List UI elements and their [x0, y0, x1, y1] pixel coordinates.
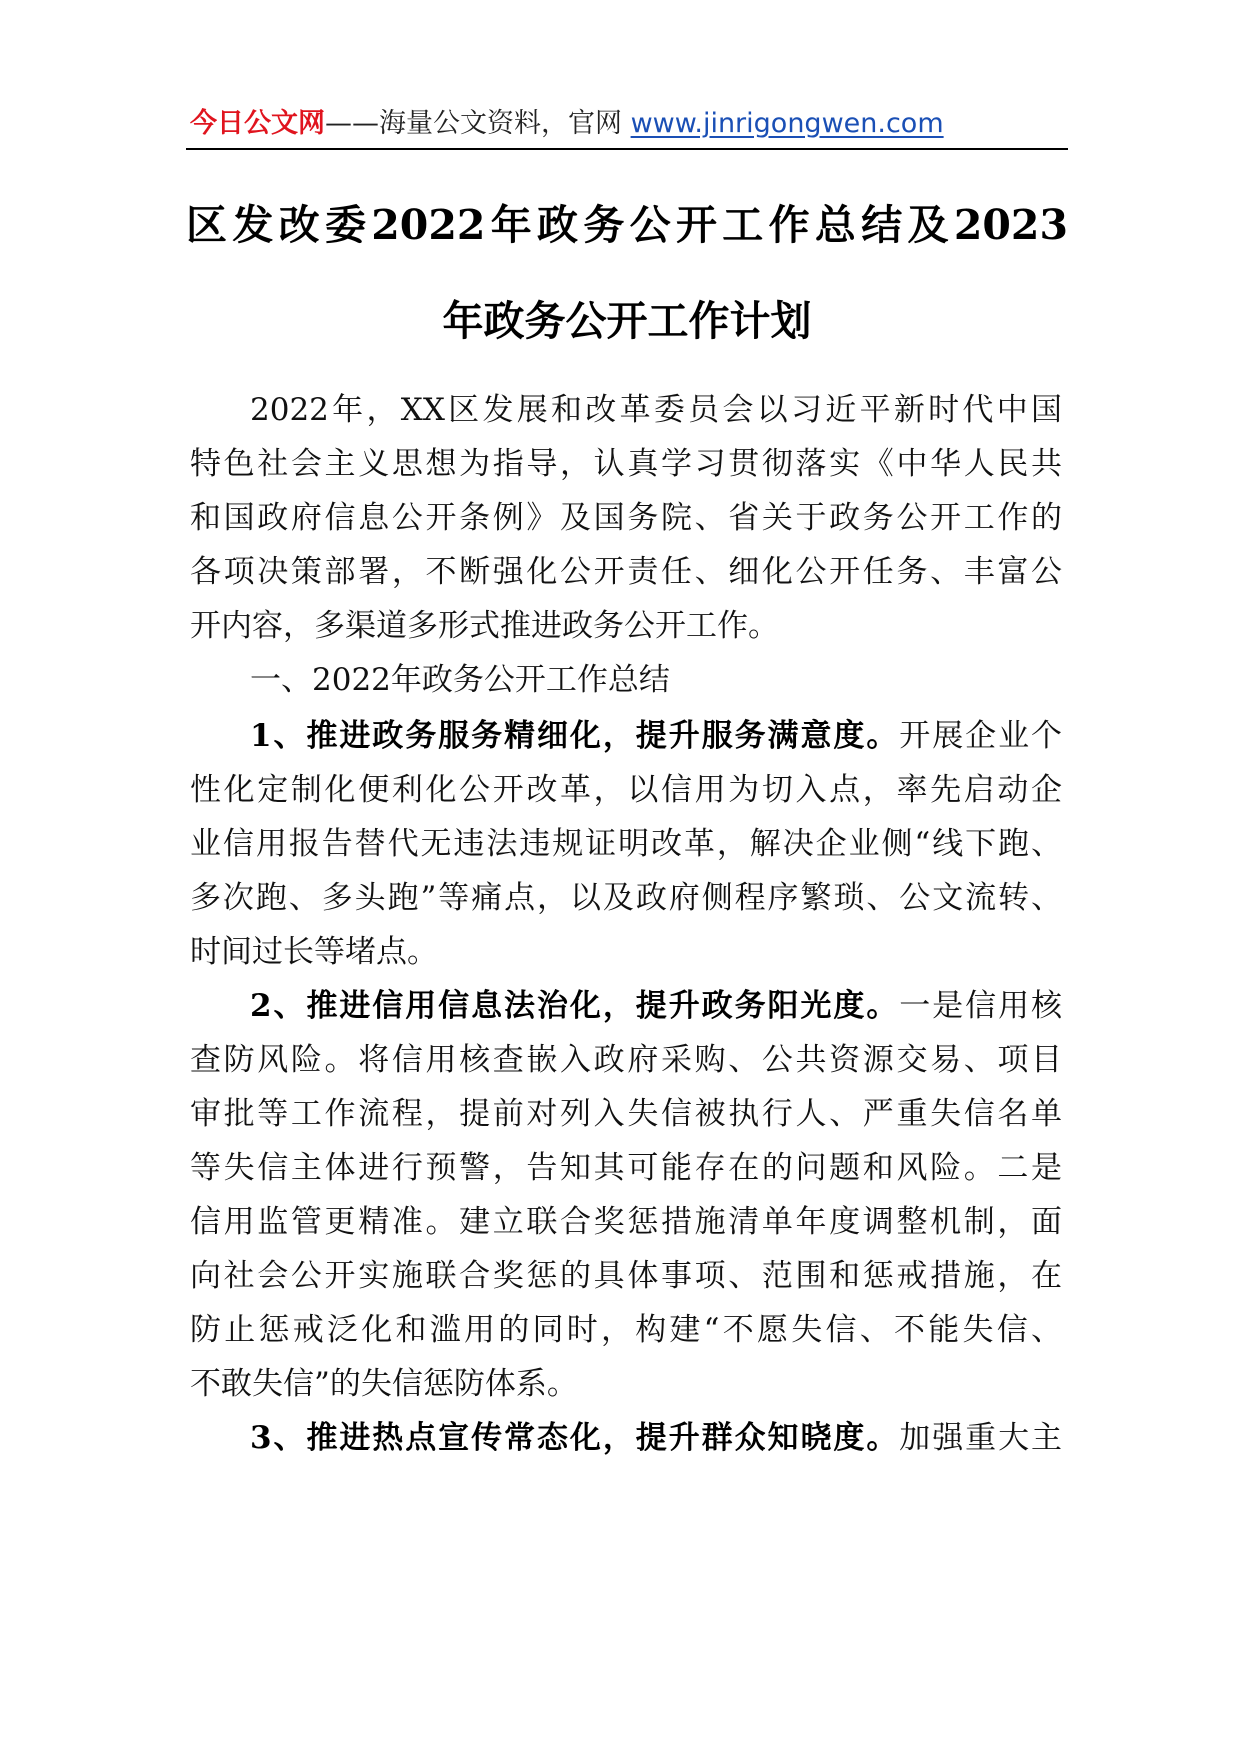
item-3-text: 加强重大主 — [899, 1420, 1063, 1456]
item-1-text: 开展企业个 — [899, 718, 1063, 754]
item-3-first-line — [250, 1418, 1062, 1458]
paragraph-line: 时间过长等堵点。 — [190, 934, 438, 970]
paragraph-line: 和国政府信息公开条例》及国务院、省关于政务公开工作的 — [190, 500, 1062, 536]
brand-name: 今日公文网 — [190, 108, 325, 139]
title-line-2: 年政务公开工作计划 — [442, 297, 812, 345]
paragraph-line: 不敢失信”的失信惩防体系。 — [190, 1366, 578, 1402]
header-tagline: 海量公文资料，官网 — [379, 108, 631, 139]
paragraph-line: 查防风险。将信用核查嵌入政府采购、公共资源交易、项目 — [190, 1042, 1062, 1078]
paragraph-line: 业信用报告替代无违法违规证明改革，解决企业侧“线下跑、 — [190, 826, 1062, 862]
item-3-heading: 3、推进热点宣传常态化，提升群众知晓度。 — [250, 1420, 900, 1456]
paragraph-line: 特色社会主义思想为指导，认真学习贯彻落实《中华人民共 — [190, 446, 1062, 482]
paragraph-line: 信用监管更精准。建立联合奖惩措施清单年度调整机制，面 — [190, 1204, 1062, 1240]
paragraph-line: 等失信主体进行预警，告知其可能存在的问题和风险。二是 — [190, 1150, 1062, 1186]
page-header — [190, 104, 1062, 144]
paragraph-line: 多次跑、多头跑”等痛点，以及政府侧程序繁琐、公文流转、 — [190, 880, 1062, 916]
paragraph-line: 各项决策部署，不断强化公开责任、细化公开任务、丰富公 — [190, 554, 1062, 590]
item-2-heading: 2、推进信用信息法治化，提升政务阳光度。 — [250, 988, 900, 1024]
paragraph-line: 2022年，XX区发展和改革委员会以习近平新时代中国 — [250, 392, 1062, 428]
paragraph-line: 性化定制化便利化公开改革，以信用为切入点，率先启动企 — [190, 772, 1062, 808]
section-heading: 一、2022年政务公开工作总结 — [250, 662, 670, 698]
paragraph-line: 防止惩戒泛化和滥用的同时，构建“不愿失信、不能失信、 — [190, 1312, 1062, 1348]
website-link[interactable]: www.jinrigongwen.com — [630, 108, 944, 139]
item-2-first-line — [250, 986, 1062, 1026]
paragraph-line: 向社会公开实施联合奖惩的具体事项、范围和惩戒措施，在 — [190, 1258, 1062, 1294]
title-line-1: 区发改委2022年政务公开工作总结及2023 — [186, 201, 1068, 249]
paragraph-line: 审批等工作流程，提前对列入失信被执行人、严重失信名单 — [190, 1096, 1062, 1132]
item-1-first-line — [250, 716, 1062, 756]
paragraph-line: 开内容，多渠道多形式推进政务公开工作。 — [190, 608, 779, 644]
item-2-text: 一是信用核 — [899, 988, 1063, 1024]
header-dash: —— — [325, 108, 379, 139]
header-rule — [186, 148, 1068, 150]
item-1-heading: 1、推进政务服务精细化，提升服务满意度。 — [250, 718, 900, 754]
